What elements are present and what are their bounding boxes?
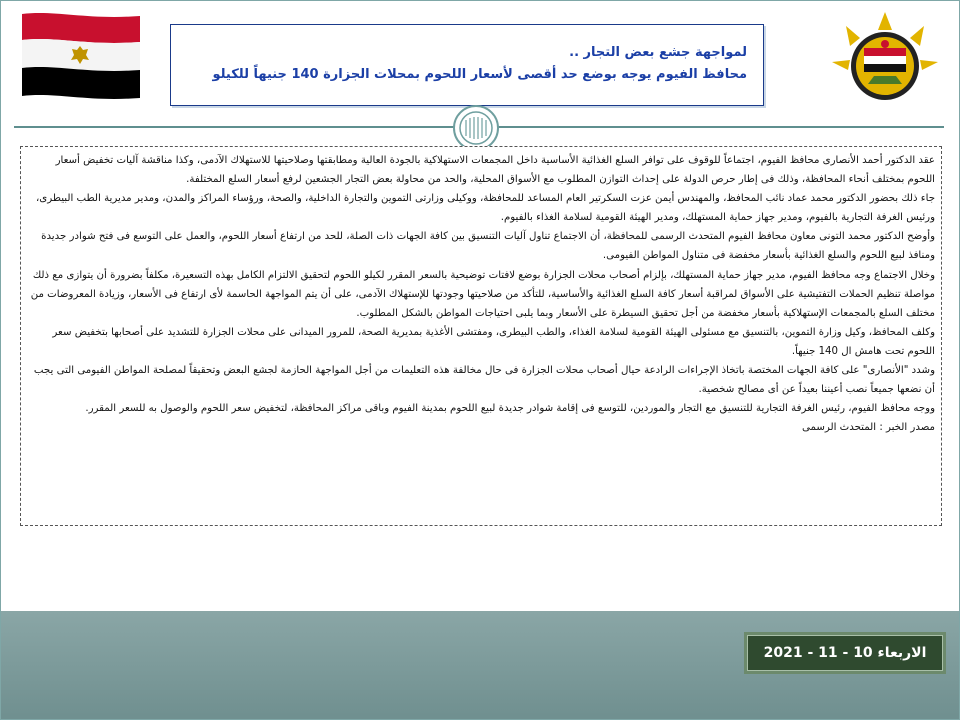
article-paragraph: وكلف المحافظ، وكيل وزارة التموين، بالتنسيق مع مسئولى الهيئة القومية لسلامة الغذاء، والطب البيطرى، ومفتشى الأغذية بمديرية الصحة، للمرور الميدانى على محلات الجزارة للتشديد على أصحابها بتخفيض سعر اللحوم تحت هامش ال 140 جنيهاً. [52, 326, 935, 357]
article-paragraph: وخلال الاجتماع وجه محافظ الفيوم، مدير جهاز حماية المستهلك، بإلزام أصحاب محلات الجزارة بوضع لافتات توضيحية بالسعر المقرر لكيلو اللحوم لتحقيق الالتزام الكامل بهذه التسعيرة، مكلفاً بضرورة أن يتوازى مع ذلك مواصلة تنظيم الحملات التفتيشية على الأسواق لمراقبة أسعار كافة السلع الغذائية والأساسية، للتأكد من صلاحيتها وجودتها للإستهلاك الآدمى، على أن يتم المواجهة الحاسمة لأى ارتفاع فى الأسعار، وزيادة المعروضات من مختلف السلع بالمجمعات الإستهلاكية بأسعار مخفضة من أجل تحقيق السيطرة على الأسعار وبما يلبى احتياجات المواطن بالشكل المطلوب. [30, 269, 935, 319]
article-paragraph: ووجه محافظ الفيوم، رئيس الغرفة التجارية للتنسيق مع التجار والموردين، للتوسع فى إقامة شوادر جديدة لبيع اللحوم بمدينة الفيوم وباقى مراكز المحافظة، لتخفيض سعر اللحوم والوصول به للسعر المقرر. [85, 403, 935, 415]
headline-title: محافظ الفيوم يوجه بوضع حد أقصى لأسعار اللحوم بمحلات الجزارة 140 جنيهاً للكيلو [212, 67, 747, 82]
circle-ornament-icon [452, 104, 500, 152]
headline-kicker: لمواجهة جشع بعض التجار .. [569, 45, 747, 60]
article-paragraph: جاء ذلك بحضور الدكتور محمد عماد نائب المحافظ، والمهندس أيمن عزت السكرتير العام المساعد للمحافظة، ووكيلى وزارتى التموين والتجارة الداخلية، والصحة، ورؤساء المراكز والمدن، ومدير مديرية الطب البيطرى، ورئيس الغرفة التجارية بالفيوم، ومدير جهاز حماية المستهلك، ومدير الهيئة القومية لسلامة الغذاء بالفيوم. [35, 193, 935, 224]
date-badge: الاربعاء 10 - 11 - 2021 [744, 632, 946, 674]
article-body [20, 146, 942, 526]
article-paragraph: وأوضح الدكتور محمد التونى معاون محافظ الفيوم المتحدث الرسمى للمحافظة، أن الاجتماع تناول آليات التنسيق بين كافة الجهات ذات الصلة، للحد من ارتفاع أسعار اللحوم، والعمل على التوسع فى فتح شوادر جديدة ومنافذ لبيع اللحوم والسلع الغذائية بأسعار مخفضة فى متناول المواطن الفيومى. [41, 231, 935, 262]
egypt-flag-icon [16, 10, 146, 104]
fayoum-governorate-logo-icon [826, 8, 944, 110]
article-source: مصدر الخبر : المتحدث الرسمى [801, 422, 935, 434]
headline-box [170, 24, 764, 106]
article-paragraph: عقد الدكتور أحمد الأنصارى محافظ الفيوم، اجتماعاً للوقوف على توافر السلع الغذائية الأساسية داخل المجمعات الاستهلاكية بالجودة العالية ومطابقتها وصلاحيتها للاستهلاك الآدمى، وكذا مناقشة آليات تخفيض أسعار اللحوم بمختلف أنحاء المحافظة، وذلك فى إطار حرص الدولة على إحداث التوازن المطلوب مع الأسواق المحلية، والحد من محاولة بعض التجار الجشعين لرفع أسعار السلع المختلفة. [55, 155, 935, 186]
article-paragraph: وشدد "الأنصارى" على كافة الجهات المختصة باتخاذ الإجراءات الرادعة حيال أصحاب محلات الجزارة فى حال مخالفة هذه التعليمات من أجل المواجهة الحازمة لجشع البعض وتحقيقاً لمصلحة المواطن الفيومى التى يجب أن نضعها جميعاً نصب أعيننا بعيداً عن أى مصالح شخصية. [33, 365, 935, 396]
article-text [27, 151, 935, 437]
